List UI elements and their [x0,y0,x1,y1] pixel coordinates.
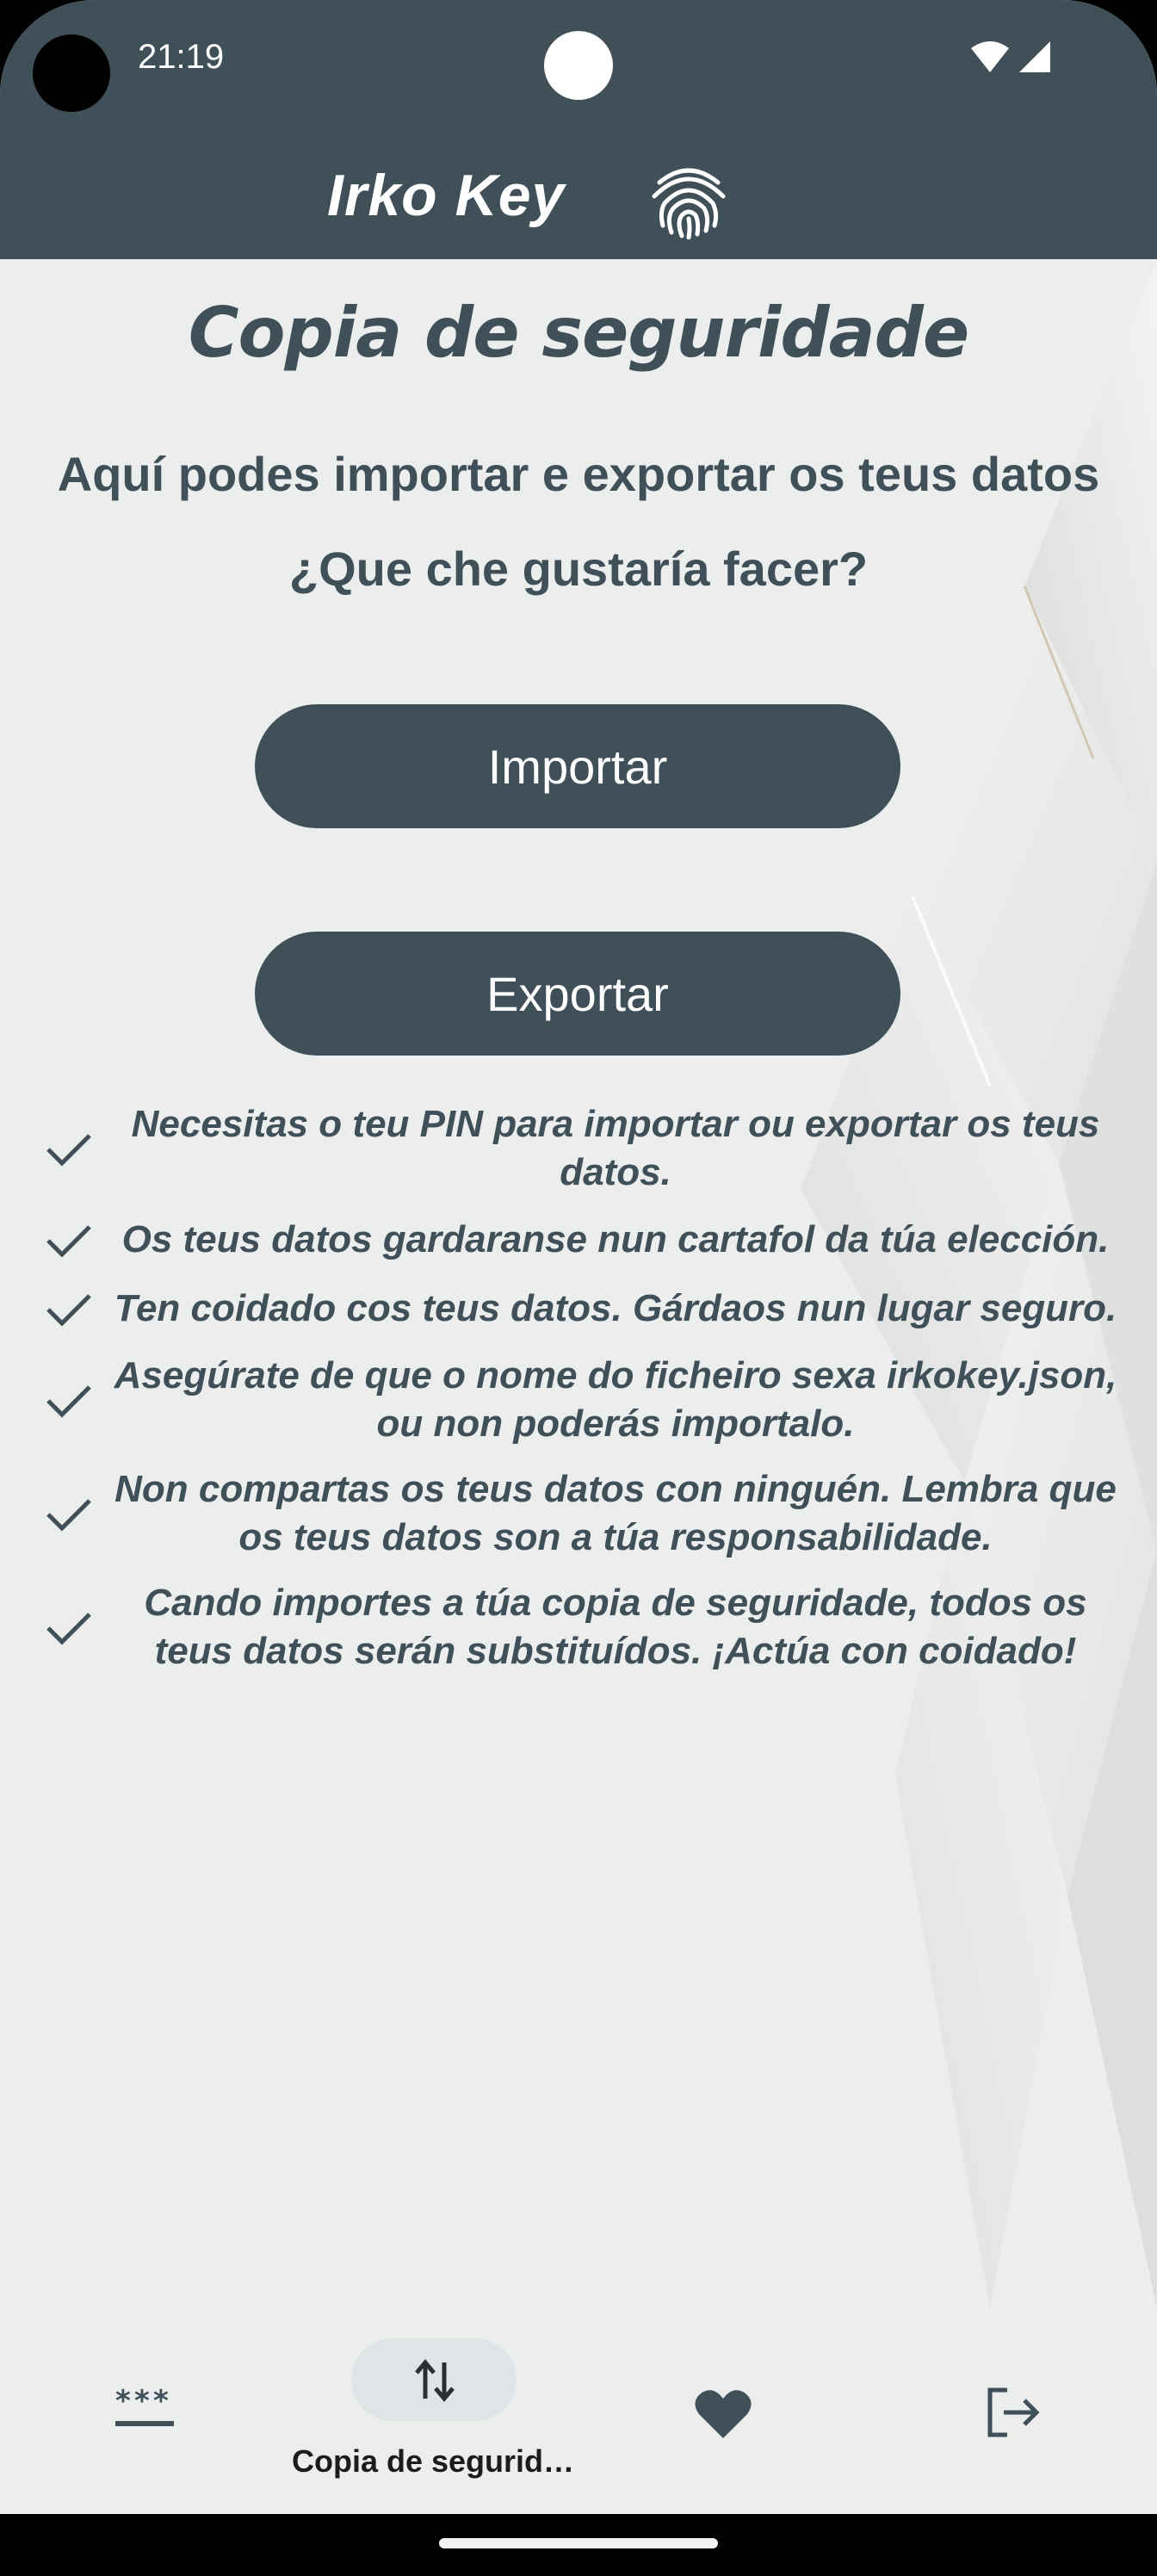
list-item [34,1352,1128,1448]
intro-text: Aquí podes importar e exportar os teus datos [57,447,1100,501]
home-indicator[interactable] [439,2538,718,2548]
export-button[interactable]: Exportar [255,932,900,1056]
note-text: Non compartas os teus datos con ninguén. Lembra que os teus datos son a túa responsabilidade. [114,1468,1117,1558]
status-icons [971,40,1054,77]
wifi-icon [971,41,1009,72]
svg-text:*: * [115,2388,131,2418]
front-camera [33,34,110,112]
password-icon [114,2388,176,2430]
svg-text:*: * [134,2388,150,2418]
nav-item-favorites[interactable] [578,2307,868,2514]
check-icon [34,1283,103,1334]
list-item [34,1214,1128,1266]
note-text: Cando importes a túa copia de seguridade, todos os teus datos serán substituídos. ¡Actúa con coidado! [144,1582,1087,1672]
check-icon [34,1123,103,1174]
nav-item-passwords[interactable] [0,2307,289,2514]
fingerprint-icon [647,157,730,239]
signal-icon [1019,41,1050,72]
check-icon [34,1488,103,1539]
list-item [34,1465,1128,1562]
logout-icon [985,2387,1040,2438]
camera-notch [544,31,613,100]
question-text: ¿Que che gustaría facer? [288,542,869,596]
app-title: Irko Key [327,163,566,228]
check-icon [34,1601,103,1653]
notes-list [34,1100,1128,1693]
check-icon [34,1374,103,1426]
bottom-navigation [0,2307,1157,2514]
import-export-icon [415,2359,455,2402]
list-item [34,1283,1128,1334]
heart-icon [694,2388,752,2440]
list-item [34,1579,1128,1675]
status-time: 21:19 [138,38,225,76]
app-header [0,0,1157,259]
list-item [34,1100,1128,1197]
nav-item-logout[interactable] [868,2307,1157,2514]
note-text: Necesitas o teu PIN para importar ou exportar os teus datos. [131,1103,1100,1193]
note-text: Os teus datos gardaranse nun cartafol da túa elección. [121,1218,1110,1260]
nav-label-backup: Copia de segurid… [291,2443,575,2479]
page-title: Copia de seguridade [188,293,969,373]
nav-item-backup[interactable] [351,2338,517,2421]
import-button[interactable]: Importar [255,704,900,828]
svg-text:*: * [153,2388,169,2418]
note-text: Ten coidado cos teus datos. Gárdaos nun lugar seguro. [114,1287,1117,1329]
note-text: Asegúrate de que o nome do ficheiro sexa irkokey.json, ou non poderás importalo. [114,1354,1117,1445]
check-icon [34,1214,103,1266]
